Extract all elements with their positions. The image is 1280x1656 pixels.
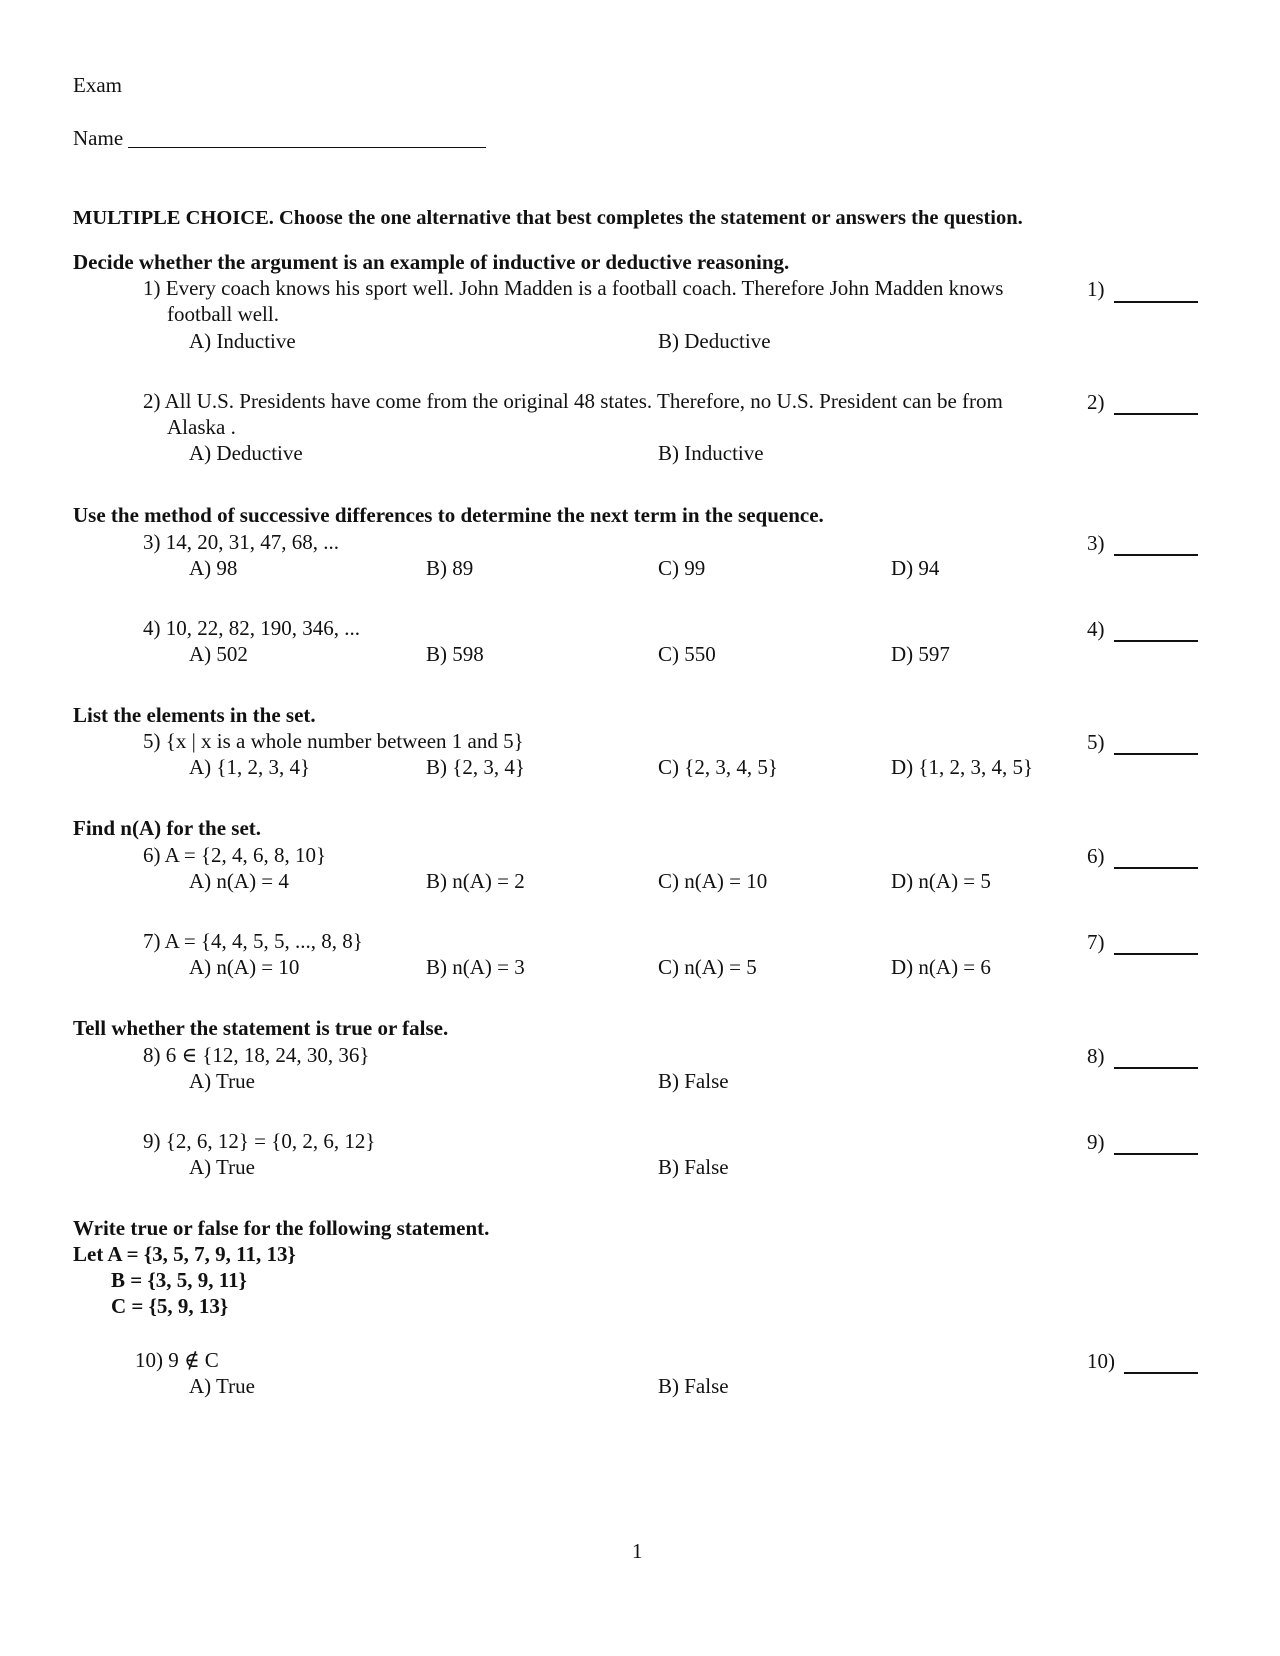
answer-number-9: 9) bbox=[1087, 1130, 1105, 1154]
section-heading-find-n: Find n(A) for the set. bbox=[73, 816, 262, 840]
answer-number-3: 3) bbox=[1087, 531, 1105, 555]
section-heading-write-true-false: Write true or false for the following statement. bbox=[73, 1216, 490, 1240]
question-3-choice-a[interactable]: A) 98 bbox=[189, 556, 238, 580]
question-5-choice-b[interactable]: B) {2, 3, 4} bbox=[426, 755, 525, 779]
question-2-text-cont: Alaska . bbox=[167, 415, 236, 439]
question-5-choice-c[interactable]: C) {2, 3, 4, 5} bbox=[658, 755, 778, 779]
question-7-text: 7) A = {4, 4, 5, 5, ..., 8, 8} bbox=[143, 929, 363, 953]
exam-label: Exam bbox=[73, 73, 122, 97]
question-2-choice-b[interactable]: B) Inductive bbox=[658, 441, 764, 465]
question-10-choice-b[interactable]: B) False bbox=[658, 1374, 729, 1398]
answer-blank-2[interactable] bbox=[1114, 413, 1198, 415]
answer-number-10: 10) bbox=[1087, 1349, 1115, 1373]
section-heading-list-elements: List the elements in the set. bbox=[73, 703, 316, 727]
question-4-text: 4) 10, 22, 82, 190, 346, ... bbox=[143, 616, 360, 640]
answer-blank-8[interactable] bbox=[1114, 1067, 1198, 1069]
question-2-choice-a[interactable]: A) Deductive bbox=[189, 441, 303, 465]
question-6-choice-b[interactable]: B) n(A) = 2 bbox=[426, 869, 525, 893]
question-4-choice-a[interactable]: A) 502 bbox=[189, 642, 248, 666]
question-4-choice-b[interactable]: B) 598 bbox=[426, 642, 484, 666]
question-7-choice-a[interactable]: A) n(A) = 10 bbox=[189, 955, 300, 979]
answer-number-1: 1) bbox=[1087, 277, 1105, 301]
question-3-choice-c[interactable]: C) 99 bbox=[658, 556, 706, 580]
instructions: MULTIPLE CHOICE. Choose the one alternative that best completes the statement or answers the question. bbox=[73, 207, 1023, 229]
question-7-choice-d[interactable]: D) n(A) = 6 bbox=[891, 955, 991, 979]
answer-number-8: 8) bbox=[1087, 1044, 1105, 1068]
answer-blank-7[interactable] bbox=[1114, 953, 1198, 955]
section-heading-reasoning: Decide whether the argument is an example of inductive or deductive reasoning. bbox=[73, 250, 790, 274]
question-8-choice-b[interactable]: B) False bbox=[658, 1069, 729, 1093]
name-label: Name bbox=[73, 126, 124, 150]
question-7-choice-c[interactable]: C) n(A) = 5 bbox=[658, 955, 757, 979]
question-10-choice-a[interactable]: A) True bbox=[189, 1374, 255, 1398]
question-4-choice-c[interactable]: C) 550 bbox=[658, 642, 716, 666]
answer-blank-6[interactable] bbox=[1114, 867, 1198, 869]
answer-blank-9[interactable] bbox=[1114, 1153, 1198, 1155]
question-6-text: 6) A = {2, 4, 6, 8, 10} bbox=[143, 843, 327, 867]
question-4-choice-d[interactable]: D) 597 bbox=[891, 642, 950, 666]
answer-blank-3[interactable] bbox=[1114, 554, 1198, 556]
answer-number-5: 5) bbox=[1087, 730, 1105, 754]
question-1-choice-b[interactable]: B) Deductive bbox=[658, 329, 771, 353]
question-5-choice-a[interactable]: A) {1, 2, 3, 4} bbox=[189, 755, 311, 779]
question-3-choice-b[interactable]: B) 89 bbox=[426, 556, 474, 580]
question-2-text: 2) All U.S. Presidents have come from the original 48 states. Therefore, no U.S. President can be from bbox=[143, 389, 1003, 413]
question-9-choice-a[interactable]: A) True bbox=[189, 1155, 255, 1179]
answer-number-6: 6) bbox=[1087, 844, 1105, 868]
question-7-choice-b[interactable]: B) n(A) = 3 bbox=[426, 955, 525, 979]
question-1-choice-a[interactable]: A) Inductive bbox=[189, 329, 296, 353]
answer-blank-5[interactable] bbox=[1114, 753, 1198, 755]
question-9-choice-b[interactable]: B) False bbox=[658, 1155, 729, 1179]
question-1-text-cont: football well. bbox=[167, 302, 279, 326]
question-5-text: 5) {x | x is a whole number between 1 and 5} bbox=[143, 729, 524, 753]
question-1-text: 1) Every coach knows his sport well. John Madden is a football coach. Therefore John Madden knows bbox=[143, 276, 1004, 300]
name-blank-line[interactable] bbox=[128, 147, 486, 148]
section-heading-true-false: Tell whether the statement is true or false. bbox=[73, 1016, 449, 1040]
section-heading-sequences: Use the method of successive differences to determine the next term in the sequence. bbox=[73, 503, 824, 527]
given-set-c: C = {5, 9, 13} bbox=[111, 1294, 229, 1318]
question-8-choice-a[interactable]: A) True bbox=[189, 1069, 255, 1093]
question-6-choice-a[interactable]: A) n(A) = 4 bbox=[189, 869, 289, 893]
answer-number-2: 2) bbox=[1087, 390, 1105, 414]
question-8-text: 8) 6 ∈ {12, 18, 24, 30, 36} bbox=[143, 1043, 370, 1067]
question-9-text: 9) {2, 6, 12} = {0, 2, 6, 12} bbox=[143, 1129, 376, 1153]
answer-blank-4[interactable] bbox=[1114, 640, 1198, 642]
question-10-text: 10) 9 ∉ C bbox=[135, 1348, 219, 1372]
question-5-choice-d[interactable]: D) {1, 2, 3, 4, 5} bbox=[891, 755, 1034, 779]
question-6-choice-c[interactable]: C) n(A) = 10 bbox=[658, 869, 768, 893]
question-6-choice-d[interactable]: D) n(A) = 5 bbox=[891, 869, 991, 893]
answer-number-4: 4) bbox=[1087, 617, 1105, 641]
answer-blank-10[interactable] bbox=[1124, 1372, 1198, 1374]
given-set-a: Let A = {3, 5, 7, 9, 11, 13} bbox=[73, 1242, 296, 1266]
answer-blank-1[interactable] bbox=[1114, 301, 1198, 303]
question-3-text: 3) 14, 20, 31, 47, 68, ... bbox=[143, 530, 339, 554]
page-number: 1 bbox=[632, 1539, 643, 1563]
given-set-b: B = {3, 5, 9, 11} bbox=[111, 1268, 247, 1292]
question-3-choice-d[interactable]: D) 94 bbox=[891, 556, 940, 580]
answer-number-7: 7) bbox=[1087, 930, 1105, 954]
